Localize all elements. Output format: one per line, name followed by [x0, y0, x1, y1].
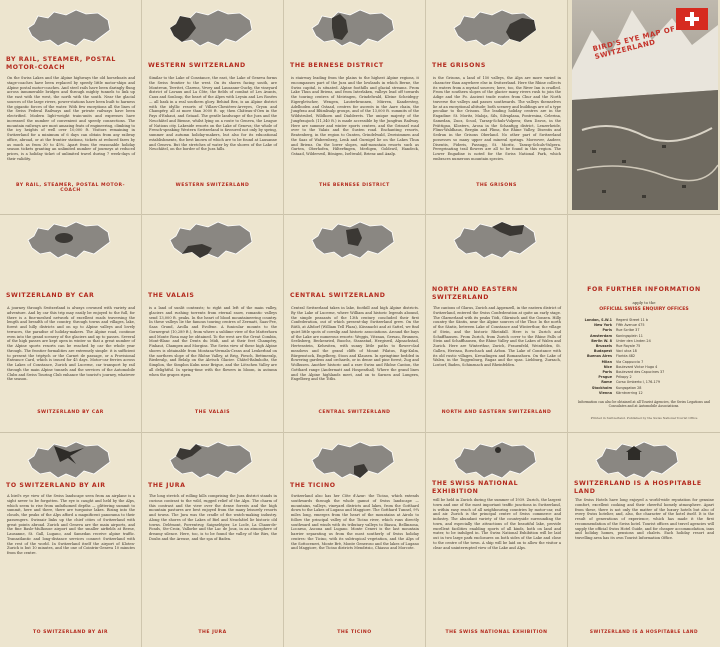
- office-city: Buenos Aires: [586, 354, 612, 359]
- office-address: Florida 482: [616, 354, 636, 359]
- section-footer: CENTRAL SWITZERLAND: [318, 410, 391, 415]
- office-city: Nice: [603, 364, 612, 369]
- panel-grisons: [426, 0, 568, 214]
- office-address: Boulevard Victor Hugo 4: [616, 364, 658, 369]
- section-footer: THE BERNESE DISTRICT: [319, 183, 390, 188]
- section-body: Central Switzerland takes in lake, foothill and high Alpine districts. By the Lake of Lucerne, where William and historic legends abound, the simple peasants of the 13th century concluded their first Confederation, out of which present-day Switzerland grew. On the Rütli, at Altdorf (William Tell Plaza), Küssnacht and at Sattel, we find quiet little spots of cowslip and historic associations. Around the bays of the Lake are numerous resorts: Weggis, Vitznau, Gersau, Brunnen, Seelisberg, Beckenried, Buochs, Stansstad, Hergiswil, Alpnachstad, Hertenstein, Kehrsiten, with sunny little paths to flower-clad meadows and the grand cliffs of Mount Pilatus, Rigi-Kulm, Bürgenstock, Engelberg, Stoos and Klausen. In springtime bedded in flowering gardens and orchards, or in dense and pine forest, Zug and Wolhusen. Another historic and a rare Swiss and Rhône Canton, the Gotthard range (Andermatt and Hospenthal). Where the grand lines and the Alpine highlands meet, and on to Sarnen and Lungern, Engelberg and the Titlis.: [291, 306, 419, 382]
- office-city: New York: [594, 323, 612, 328]
- section-footer: NORTH AND EASTERN SWITZERLAND: [441, 410, 552, 415]
- section-body: will be held in Zurich during the summer of 1939. Zurich, the largest town and one of the most important traffic junctions in Switzerland, is within easy reach of all neighbouring countries by motor-car, rail and air. Zurich is the principal centre of Swiss commerce and industry. The abundant variety of the countryside surrounding the town, and especially the attractions of the beautiful lake, provide excellent facilities enabling sports of all kinds, both on land and water, to be indulged in. The Swiss National Exhibition will be laid out in two large park enclosures on both sides of the Lake and close to the centre of the town. A ship will be laid on to allow the visitor a clear and uninterrupted view of the Lake and Alps.: [433, 498, 561, 550]
- panel-cover: [568, 0, 720, 214]
- section-body: On the Swiss Lakes and the Alpine highways the old horseboats and stage-coaches have been replaced by speedy little motor-ships and Alpine postal motor-coaches. And steel rails have been daringly flung across innumerable bridges and through mighty tunnels to link up the east with the west, the north with the south. Near the glacial sources of the large rivers, power-stations have been built to harness the gigantic forces of the water. With few exceptions all the lines of the Swiss Federal Railways and the private railways have been electrified. Modern light-weight train-units and expresses have increased the number of convenient and speedy connections. The mountain railways are most amazing feats of engineering, climbing to the icy heights of well over 10,000 ft. Visitors remaining in Switzerland for a minimum of 6 days can obtain from any railway office, abroad, or at the frontier stations, tickets at reduced fares by as much as from 30 to 45%. Apart from the reasonable holiday season tickets granting an unlimited number of journeys at reduced prices, is a holiday ticket of unlimited travel during 7 week-days of their validity.: [7, 76, 135, 161]
- office-address: Fifth Avenue 475: [616, 323, 645, 328]
- airplane-map-icon: [24, 438, 114, 482]
- panel-western: [142, 0, 284, 214]
- section-footer: THE VALAIS: [194, 410, 230, 415]
- info-subheading: OFFICIAL SWISS ENQUIRY OFFICES: [599, 307, 689, 312]
- panel-jura: [142, 432, 284, 647]
- office-city: Paris: [602, 328, 612, 333]
- section-footer: TO SWITZERLAND BY AIR: [32, 630, 109, 635]
- panel-central: [284, 214, 426, 432]
- section-body: Similar to the Lake of Constance, the east, the Lake of Geneva forms the Swiss frontier to the west. On its shores facing south, are Montreux, Territet, Clarens, Vevey and Lausanne-Ouchy, the vineyard district of Lavaux and La Côte, the fields of combat of Les Avants, Caux and Sonloup, the heart of the Alpes with Leysin and Les Rosées — all bask in a real southern glory. Behind Bex, is an Alpine district with the idyllic resorts of Villars-Chesières-Arveyes, Gryon and Champéry, all at more than 3000 ft. up; then Château-d'Oex in the Pays d'Enhaut, and Gstaad. The gentle landscape of the Jura and the Neuchâtel and Bienne, whilst lying on a route to Geneva, the League of Nations city. Lakeside resorts on the Lake of Geneva; the whole of French-speaking Western Switzerland is favoured not only by spring, summer and autumn holiday-makers, but also for its educational establishments, the best known of which are to be found at Lausanne and Geneva. But the stretches of water by the shores of the Lake of Neuchâtel, on the border of the Jura hills.: [149, 76, 277, 152]
- office-city: Amsterdam: [589, 333, 612, 338]
- row-top: [0, 0, 720, 214]
- switzerland-map-icon: [308, 438, 398, 482]
- office-address: Kärntnerring 12: [616, 390, 643, 395]
- switzerland-map-icon: [24, 6, 114, 50]
- section-title: SWITZERLAND BY CAR: [6, 292, 95, 299]
- section-body: is a land of sunlit contrasts; to right and left of the main valley, glaciers and rushing torrents from eternal snow, romantic valleys send 13,000 ft. peaks. In the heart of blood mountaineering country. In these valleys lie the famous touring centres of Zermatt, Saas-Fee, Saas Grund, Arolla and Evolène. A funicular mounts to the Gornergrat (10,289 ft.), from where a sublime view of the Matterhorn and Monte Rosa may be obtained. To the west are the Great Combin, Mont-Blanc and the Dents du Midi, and at their feet Champéry, Finhaut, Champex and Morgins. The Swiss view of these high Alpine shores is obtainable from Montana-Vermala-Crans and Leukerbad on the northern slope of the Rhône Valley, at Brig, Fiesch, Bettmeralp, Riederalp, and Belalp on the Aletsch Glacier. Châtel-Balmholtz, the Simplon, the Simplon Kulm near Brigue, and the Lötschen Valley are all delightful. In spring-time with the flowers in bloom, in autumn when the grapes ripen.: [149, 306, 277, 377]
- panel-valais: [142, 214, 284, 432]
- panel-north-east: [426, 214, 568, 432]
- section-footer: SWITZERLAND BY CAR: [37, 410, 104, 415]
- panel-ticino: [284, 432, 426, 647]
- office-city: Brussels: [595, 344, 612, 349]
- info-apply: apply to the: [632, 300, 656, 305]
- section-title: TO SWITZERLAND BY AIR: [6, 482, 106, 489]
- office-address: Rue Royale 75: [616, 344, 641, 349]
- cover-illustration: [572, 0, 718, 210]
- section-title: THE BERNESE DISTRICT: [290, 62, 384, 69]
- info-note: Information can also be obtained at all Tourist Agencies, the Swiss Legations and Consulates and at Automobile Associations.: [578, 400, 710, 409]
- section-body: The long stretch of rolling hills comprising the Jura district stands in curious contrast to the wild, rugged relief of the Alps. The charm of this contrast and the view over the dense forests and the high mountain pastures are best enjoyed from the many leisurely resorts and towns. The Jura was the cradle of the watch-making industry. Along the shores of the Lakes of Biel and Neuchâtel lie historic old towns. Delémont, Porrentruy, Saignelégier, Le Locle, La Chaux-de-Fonds, Ste-Croix, Vallorbe and the Lac de Joux, in an atmosphere of dreamy silence. Here, too, is to be found the valley of the Birs, the Doubs and the Areuse, and the spa of Baden.: [149, 494, 277, 541]
- section-footer: THE GRISONS: [476, 183, 517, 188]
- office-address: Vaci utca 18: [616, 349, 637, 354]
- office-entry: [574, 391, 716, 396]
- switzerland-map-icon: [166, 6, 256, 50]
- office-city: Prague: [598, 375, 612, 380]
- office-address: Unter den Linden 24: [616, 338, 651, 343]
- panel-exhibition: [426, 432, 568, 647]
- section-body: The cantons of Glarus, Zurich and Appenzell, in the eastern district of Switzerland, entered the Swiss Confederation at quite an early stage. The Glarnerland with its peaks Tödi, Glärnisch and the Gonzen. Hilly country the Säntis, near the Alpine sources of the Thur. In the north of the Säntis, between Lake of Constance and Winterthur, the village of Stein, and the historic Rheinfall. Here is to Zurich and Schaffhausen. From Zurich, from Zurich cover to the Rhine Falls of Stein and Schaffhausen, the Rhine Valley and the Lakes of Walen and Zurich. Here are Winterthur, Zurich, Frauenfeld, Weinfelden, St. Gallen, Herisau, Rorschach and Arbon. The Lake of Constance with its old rustic villages, Kreuzlingen and Romanshorn. On the Lake of Walen, in the Toggenburg, Ragaz and the spas. Liebburg, Zurzach, Lostorf, Baden, Schinznach and Rheinfelden.: [433, 306, 561, 367]
- section-footer: THE TICINO: [337, 630, 372, 635]
- office-city: Paris: [602, 370, 612, 375]
- row-middle: [0, 214, 720, 432]
- section-title: THE SWISS NATIONAL EXHIBITION: [432, 480, 519, 495]
- office-address: Via Cappuccio 7: [616, 359, 644, 364]
- section-body: A bird's eye view of the Swiss landscape seen from an airplane is a sight never to be forgotten. The eye is caught and held by the Alps, which seem to rise from unfathomed depths — glittering summit to summit, here and there, there are turquoise lakes. Rising into the clouds, the peaks of the Alps afford a magnificent panorama to their passengers. Swissair links up the chief cities of Switzerland with great points abroad. Zurich and Geneva are the main airports, and the fine Basle-Mulhouse airport and the smaller airfields at Berne, Lausanne, St. Gall, Lugano, and Samedan receive alpine traffic. Transatlantic and long-distance services connect Switzerland with the rest of the world. In Switzerland itself the airport of Kloten-Zurich is but 10 minutes, and the one of Cointrin-Geneva 10 minutes from the centre.: [7, 494, 135, 555]
- section-body: is the Grisons, a land of 150 valleys, the Alps are more varied in character than anywhere else in Switzerland. Here the Rhine collects its waters from a myriad sources; here, too, the River Inn is cradled. From the southern slopes of the glacier many rivers rush to join the Adige and the Po. Ancient trade routes from Chur and the North traverse the valleys and passes southwards. The valleys themselves lie at an exceptional altitude; both scenery and buildings are of a type peculiar to the Grisons. The leading holiday centres are in the Engadine: St. Moritz, Maloja, Sils, Silvaplana, Pontresina, Celerina, Samedan, Zuoz, Scuol, Tarasp-Schuls-Vulpera; then Davos, in the Prättigau, Klosters, Arosa in the Schanfigg district, Lenzerheide, Flims-Waldhaus, Bergün and Flims, the Rhine Valley, Disentis and Sedrun in the Grisons Oberland. No other part of Switzerland possesses so many upper and mineral springs. Moreover, Andeer, Disentis, Fideris, Passugg, St. Moritz, Tarasp-Schuls-Vulpera. Peregrinating trail flowers are all to be found in this region. The Lower Engadine is noted for the Swiss National Park, which embraces numerous mountain species.: [433, 76, 561, 161]
- switzerland-map-icon: [592, 438, 682, 482]
- section-footer: THE JURA: [198, 630, 227, 635]
- section-title: CENTRAL SWITZERLAND: [290, 292, 386, 299]
- office-list: [574, 318, 716, 396]
- info-heading: FOR FURTHER INFORMATION: [587, 286, 701, 293]
- switzerland-map-icon: [450, 438, 540, 482]
- section-title: THE VALAIS: [148, 292, 195, 299]
- panel-car: [0, 214, 142, 432]
- section-title: NORTH AND EASTERN SWITZERLAND: [432, 286, 518, 301]
- switzerland-map-icon: [166, 438, 256, 482]
- cover-title: BIRD'S EYE MAP OF SWITZERLAND: [591, 24, 677, 62]
- office-address: Boulevard des Capucines 37: [616, 370, 665, 375]
- section-footer: BY RAIL, STEAMER, POSTAL MOTOR-COACH: [16, 183, 125, 193]
- office-address: Koningsplein 11: [616, 333, 643, 338]
- row-bottom: [0, 432, 720, 647]
- section-body: is stairway leading from the plains to the highest Alpine regions, it encompasses part of the Jura and the lowlands in which Berne, the Swiss capital, is situated. Alpine foothills and glacial streams. From Lake Thun and Brienz, and from Interlaken, valleys lead off towards the touring centres of Meiringen, Grindelwald, Kleine Scheidegg-Eigergletscher, Wengen, Lauterbrunnen, Mürren, Kandersteg, Adelboden and Gstaad, centres for ascents in the Aare chain, the Jungfrau and Blümlisalp groups, and of the 13,000 ft. summits of the Wildstrubel, Wildhorn and Diablerets. The unique majesty of the Jungfraujoch (11,340 ft.) is made accessible by the Jungfrau Railway. Here are summer and winter sports centres, and the Grimsel road over to the Valais and the Susten road. Enchanting resorts, Beatenberg, in the region to Gunten, Grindelwald, Zweisimmen and the Saas of Wabernberg, Lenk and Gurnigel lie on the Lakes Thun and Brienz. On the lower slopes, mid-mountain resorts such as Gurten, Oberhofen, Hilterfingen, Merligen, Goldswil, Handeck, Gstaad, Wilderswil, Bönigen, Iseltwald, Brienz and Axalp.: [291, 76, 419, 156]
- panel-air: [0, 432, 142, 647]
- switzerland-map-icon: [308, 6, 398, 50]
- printed-note: Printed in Switzerland. Published by the Swiss National Tourist Office: [590, 416, 698, 420]
- office-city: Budapest: [593, 349, 612, 354]
- office-address: Prikopy 2: [616, 375, 632, 380]
- office-city: London, S.W.1: [584, 318, 612, 322]
- office-address: Corso Umberto I, 176-179: [616, 380, 660, 385]
- section-title: WESTERN SWITZERLAND: [148, 62, 246, 69]
- office-address: Rue Scribe 37: [616, 328, 640, 333]
- section-title: SWITZERLAND IS A HOSPITABLE LAND: [574, 480, 702, 495]
- section-body: The Swiss Hotels have long enjoyed a world-wide reputation for genuine comfort, excellent cooking and their cheerful homely atmosphere. Apart from these, there is not only the matter of the luxury hotels but also of every Swiss hotelier, and, also, the character of the hotel itself. It is the result of generations of experience, which has made it the first recommendation of the Swiss hotel. Tourist offices and travel agencies will supply the official Swiss Hotel Guide, and for cheaper accommodation, inns and holiday homes, pensions and chalets. Each holiday resort and travelling area has its own Tourist Information Office.: [575, 498, 714, 540]
- office-city: Berlin W. 8: [591, 338, 612, 343]
- car-map-icon: [24, 218, 114, 262]
- office-city: Stockholm: [591, 385, 612, 390]
- section-title: THE GRISONS: [432, 62, 486, 69]
- office-city: Milan: [601, 359, 612, 364]
- section-footer: SWITZERLAND IS A HOSPITABLE LAND: [589, 630, 699, 635]
- panel-info: [568, 214, 720, 432]
- switzerland-map-icon: [166, 218, 256, 262]
- office-address: Regent Street 11 b: [616, 318, 649, 322]
- switzerland-map-icon: [308, 218, 398, 262]
- section-title: THE TICINO: [290, 482, 336, 489]
- section-footer: THE SWISS NATIONAL EXHIBITION: [445, 630, 548, 635]
- panel-bernese: [284, 0, 426, 214]
- section-title: BY RAIL, STEAMER, POSTAL MOTOR-COACH: [6, 56, 116, 71]
- section-title: THE JURA: [148, 482, 186, 489]
- panel-hospitable: [568, 432, 720, 647]
- office-city: Rome: [601, 380, 612, 385]
- section-footer: WESTERN SWITZERLAND: [175, 183, 250, 188]
- office-city: Vienna: [598, 390, 612, 395]
- section-body: Switzerland also has her Côte d'Azur: the Ticino, which extends southwards through the whole gamut of Swiss landscape — mountains, valleys, vineyard districts and lakes, from the Gotthard down to the Lakes of Lugano and Maggiore. The Gotthard Tunnel, 9¼ miles long, emerges from the heart of the mountains at Airolo to follow the principal valley of the Ticino river, which runs directly southward and winds with its tributary valleys to Biasca, Bellinzona, Locarno, Ascona and Lugano. Monte Ceneri is the last mountain barrier separating us from the most southerly of Swiss holiday centres: the Ticino, with its subtropical vegetation, and the Alps of the Sottoceneri, Monte Brè, Monte Generoso and the lakes of Lugano and Maggiore, the Ticino districts Mendrisio, Chiasso and Morcote.: [291, 494, 419, 551]
- section-body: A journey through Switzerland is always crowned with variety and adventure. And by car this trip may easily be enjoyed to the full, for there is a fine-meshed network of excellent roads traversing the length and breadth of the country, through towns and villages, lake, forest and hilly districts and on up to Alpine valleys and lovely terraces, the paradise of holiday-makers. The Alpine road, continue even into the grand scenery of the glaciers and up to passes. Several of the high passes are kept open in winter so that a great number of the Alpine sports resorts can be reached by car the whole year through. The frontier formalities are extremely simple: it is sufficient to present the triptych or the Carnet de passage, or a Provisional Entrance Card, which is issued for 45 days. Motor-car ferries across the Lakes of Constance, Zurich and Lucerne, car transport by rail through the main Alpine tunnels and the services of the Automobile Clubs and Swiss Touring Club enhance the tourist's journey, whatever the season.: [7, 306, 135, 382]
- switzerland-map-icon: [450, 218, 540, 262]
- office-address: Kungsgatan 28: [616, 385, 642, 390]
- panel-rail: [0, 0, 142, 214]
- switzerland-map-icon: [450, 6, 540, 50]
